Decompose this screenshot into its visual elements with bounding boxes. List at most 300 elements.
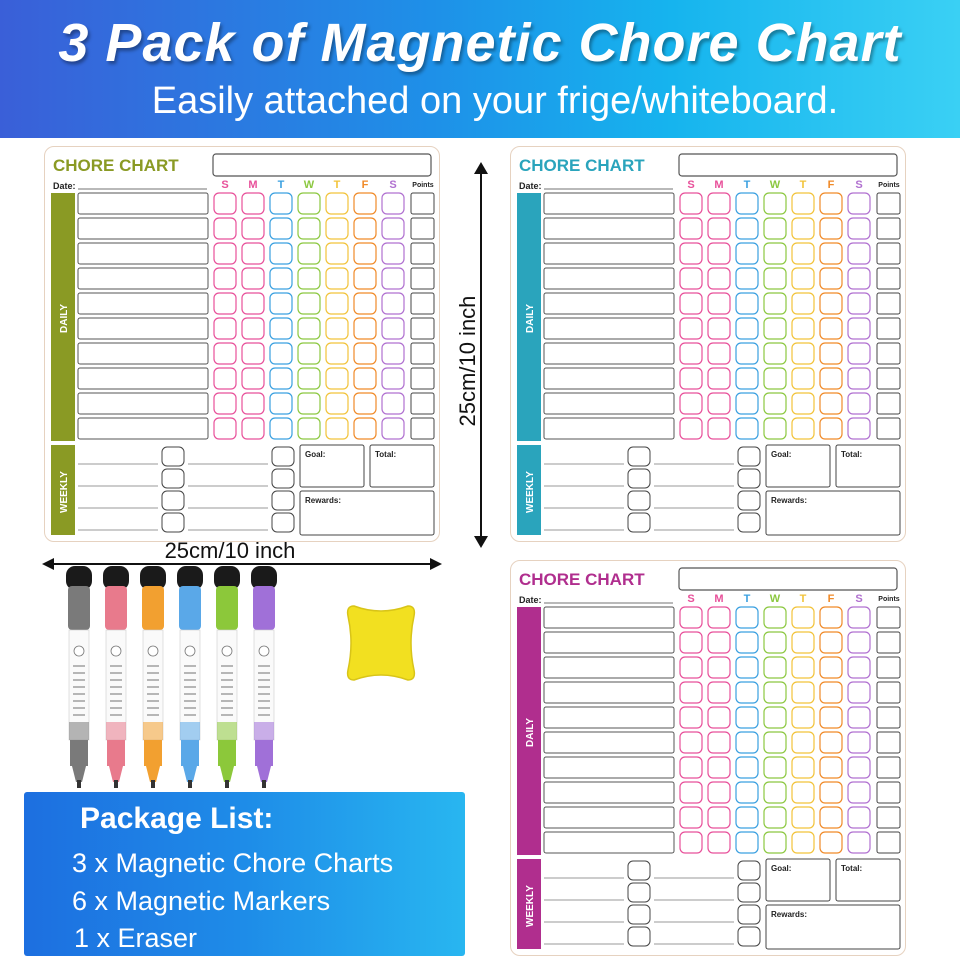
day-checkbox xyxy=(354,218,376,239)
day-checkbox xyxy=(326,343,348,364)
daily-task-box xyxy=(544,293,674,314)
day-checkbox xyxy=(820,243,842,264)
day-checkbox xyxy=(792,832,814,853)
daily-task-box xyxy=(78,243,208,264)
day-checkbox xyxy=(354,193,376,214)
day-checkbox xyxy=(214,393,236,414)
day-checkbox xyxy=(764,632,786,653)
day-checkbox xyxy=(680,293,702,314)
points-box xyxy=(877,707,900,728)
day-checkbox xyxy=(848,832,870,853)
total-label: Total: xyxy=(375,450,397,459)
day-checkbox xyxy=(298,343,320,364)
day-checkbox xyxy=(764,393,786,414)
day-checkbox xyxy=(382,193,404,214)
points-box xyxy=(877,657,900,678)
weekly-checkbox xyxy=(272,491,294,510)
points-label: Points xyxy=(878,182,900,189)
marker-pattern-band xyxy=(217,722,237,740)
header-banner xyxy=(0,0,960,138)
points-box xyxy=(411,243,434,264)
daily-label: DAILY xyxy=(525,303,536,333)
points-box xyxy=(877,343,900,364)
day-checkbox xyxy=(764,832,786,853)
daily-task-box xyxy=(544,732,674,753)
daily-task-box xyxy=(544,832,674,853)
marker-pattern-band xyxy=(69,722,89,740)
day-checkbox xyxy=(708,707,730,728)
daily-task-box xyxy=(544,707,674,728)
day-header: T xyxy=(799,179,807,191)
weekly-checkbox xyxy=(738,513,760,532)
day-checkbox xyxy=(736,368,758,389)
daily-task-box xyxy=(544,632,674,653)
marker-logo xyxy=(148,646,158,656)
points-label: Points xyxy=(412,182,434,189)
day-header: T xyxy=(799,593,807,605)
day-checkbox xyxy=(354,293,376,314)
day-checkbox xyxy=(736,218,758,239)
day-checkbox xyxy=(708,732,730,753)
marker-cap xyxy=(68,586,90,630)
day-checkbox xyxy=(382,368,404,389)
total-label: Total: xyxy=(841,450,863,459)
day-checkbox xyxy=(792,343,814,364)
day-header: T xyxy=(333,179,341,191)
day-checkbox xyxy=(820,707,842,728)
day-checkbox xyxy=(708,318,730,339)
chart-title: CHORE CHART xyxy=(53,156,179,175)
points-box xyxy=(877,732,900,753)
day-checkbox xyxy=(848,732,870,753)
daily-task-box xyxy=(544,243,674,264)
day-checkbox xyxy=(736,268,758,289)
weekly-checkbox xyxy=(738,905,760,924)
day-checkbox xyxy=(764,243,786,264)
day-checkbox xyxy=(270,293,292,314)
day-checkbox xyxy=(680,368,702,389)
daily-label: DAILY xyxy=(59,303,70,333)
day-checkbox xyxy=(326,268,348,289)
marker-lower-body xyxy=(255,740,273,766)
day-checkbox xyxy=(792,632,814,653)
day-checkbox xyxy=(764,193,786,214)
day-checkbox xyxy=(298,318,320,339)
day-checkbox xyxy=(354,343,376,364)
day-checkbox xyxy=(792,293,814,314)
day-checkbox xyxy=(298,268,320,289)
day-checkbox xyxy=(680,732,702,753)
weekly-label: WEEKLY xyxy=(525,885,536,927)
day-checkbox xyxy=(680,243,702,264)
day-checkbox xyxy=(792,393,814,414)
daily-task-box xyxy=(544,343,674,364)
day-checkbox xyxy=(708,807,730,828)
marker-pattern-band xyxy=(106,722,126,740)
day-checkbox xyxy=(792,243,814,264)
day-checkbox xyxy=(326,418,348,439)
points-box xyxy=(411,193,434,214)
points-box xyxy=(877,368,900,389)
day-checkbox xyxy=(680,418,702,439)
day-checkbox xyxy=(242,318,264,339)
weekly-checkbox xyxy=(628,491,650,510)
day-checkbox xyxy=(792,218,814,239)
day-checkbox xyxy=(382,293,404,314)
points-box xyxy=(877,218,900,239)
day-checkbox xyxy=(736,732,758,753)
day-checkbox xyxy=(820,343,842,364)
weekly-checkbox xyxy=(628,469,650,488)
day-checkbox xyxy=(792,782,814,803)
day-checkbox xyxy=(354,393,376,414)
total-label: Total: xyxy=(841,864,863,873)
day-checkbox xyxy=(820,782,842,803)
day-checkbox xyxy=(354,268,376,289)
day-checkbox xyxy=(792,368,814,389)
weekly-label: WEEKLY xyxy=(59,471,70,513)
day-checkbox xyxy=(680,343,702,364)
weekly-checkbox xyxy=(628,883,650,902)
daily-task-box xyxy=(544,782,674,803)
daily-task-box xyxy=(544,193,674,214)
day-checkbox xyxy=(214,218,236,239)
day-checkbox xyxy=(680,757,702,778)
day-checkbox xyxy=(680,632,702,653)
marker-logo xyxy=(185,646,195,656)
date-label: Date: xyxy=(519,595,542,605)
day-checkbox xyxy=(736,293,758,314)
day-checkbox xyxy=(680,832,702,853)
day-checkbox xyxy=(354,243,376,264)
day-checkbox xyxy=(820,318,842,339)
points-box xyxy=(877,832,900,853)
day-checkbox xyxy=(298,218,320,239)
marker-pattern-band xyxy=(143,722,163,740)
day-checkbox xyxy=(214,268,236,289)
day-checkbox xyxy=(326,318,348,339)
day-header: S xyxy=(389,179,397,191)
day-checkbox xyxy=(270,318,292,339)
daily-task-box xyxy=(78,393,208,414)
daily-task-box xyxy=(544,418,674,439)
day-checkbox xyxy=(214,318,236,339)
day-checkbox xyxy=(242,343,264,364)
day-header: M xyxy=(714,593,724,605)
marker-cap xyxy=(105,586,127,630)
daily-task-box xyxy=(544,682,674,703)
day-checkbox xyxy=(792,268,814,289)
day-checkbox xyxy=(680,807,702,828)
day-checkbox xyxy=(736,607,758,628)
marker-pen xyxy=(251,566,277,788)
marker-pattern-band xyxy=(254,722,274,740)
day-checkbox xyxy=(820,732,842,753)
day-checkbox xyxy=(680,707,702,728)
day-checkbox xyxy=(298,393,320,414)
points-box xyxy=(877,757,900,778)
day-checkbox xyxy=(848,243,870,264)
day-checkbox xyxy=(354,418,376,439)
day-checkbox xyxy=(382,318,404,339)
chart-title: CHORE CHART xyxy=(519,570,645,589)
rewards-label: Rewards: xyxy=(771,910,808,919)
weekly-checkbox xyxy=(162,513,184,532)
day-checkbox xyxy=(354,368,376,389)
points-label: Points xyxy=(878,596,900,603)
day-checkbox xyxy=(820,393,842,414)
day-header: W xyxy=(769,593,781,605)
day-checkbox xyxy=(708,193,730,214)
day-checkbox xyxy=(820,268,842,289)
day-checkbox xyxy=(820,368,842,389)
weekly-label: WEEKLY xyxy=(525,471,536,513)
day-checkbox xyxy=(820,682,842,703)
points-box xyxy=(877,243,900,264)
day-checkbox xyxy=(736,243,758,264)
day-checkbox xyxy=(214,193,236,214)
marker-logo xyxy=(259,646,269,656)
banner-subtitle: Easily attached on your frige/whiteboard. xyxy=(151,80,839,122)
day-checkbox xyxy=(764,732,786,753)
day-checkbox xyxy=(820,193,842,214)
day-checkbox xyxy=(680,393,702,414)
daily-label: DAILY xyxy=(525,717,536,747)
marker-tip xyxy=(225,780,229,788)
marker-pattern-band xyxy=(180,722,200,740)
day-checkbox xyxy=(736,632,758,653)
day-checkbox xyxy=(764,657,786,678)
marker-lower-body xyxy=(144,740,162,766)
weekly-checkbox xyxy=(272,447,294,466)
day-checkbox xyxy=(708,757,730,778)
marker-cap xyxy=(179,586,201,630)
marker-tip xyxy=(262,780,266,788)
day-checkbox xyxy=(680,607,702,628)
daily-task-box xyxy=(78,218,208,239)
marker-tip xyxy=(77,780,81,788)
points-box xyxy=(877,632,900,653)
day-checkbox xyxy=(326,243,348,264)
weekly-checkbox xyxy=(628,905,650,924)
daily-task-box xyxy=(78,368,208,389)
points-box xyxy=(877,393,900,414)
weekly-checkbox xyxy=(628,447,650,466)
package-item: 3 x Magnetic Chore Charts xyxy=(72,848,394,878)
daily-task-box xyxy=(78,318,208,339)
points-box xyxy=(877,782,900,803)
chore-chart-teal xyxy=(510,146,906,542)
eraser xyxy=(344,600,418,686)
day-checkbox xyxy=(680,657,702,678)
day-checkbox xyxy=(792,418,814,439)
points-box xyxy=(877,682,900,703)
marker-lower-body xyxy=(70,740,88,766)
package-item: 1 x Eraser xyxy=(74,923,198,953)
day-checkbox xyxy=(736,418,758,439)
weekly-checkbox xyxy=(738,927,760,946)
day-header: M xyxy=(248,179,258,191)
day-checkbox xyxy=(708,607,730,628)
day-header: S xyxy=(855,179,863,191)
day-header: T xyxy=(277,179,285,191)
daily-task-box xyxy=(544,657,674,678)
day-checkbox xyxy=(848,682,870,703)
day-header: W xyxy=(303,179,315,191)
marker-lower-body xyxy=(181,740,199,766)
day-header: S xyxy=(687,593,695,605)
day-checkbox xyxy=(848,318,870,339)
points-box xyxy=(411,293,434,314)
marker-pen xyxy=(177,566,203,788)
day-checkbox xyxy=(848,268,870,289)
weekly-checkbox xyxy=(738,883,760,902)
points-box xyxy=(877,193,900,214)
day-checkbox xyxy=(736,707,758,728)
day-checkbox xyxy=(708,393,730,414)
day-checkbox xyxy=(708,368,730,389)
points-box xyxy=(411,318,434,339)
weekly-checkbox xyxy=(272,469,294,488)
day-checkbox xyxy=(326,368,348,389)
day-checkbox xyxy=(820,218,842,239)
package-list-title: Package List: xyxy=(80,802,274,835)
marker-logo xyxy=(74,646,84,656)
goal-label: Goal: xyxy=(771,864,792,873)
date-label: Date: xyxy=(519,181,542,191)
weekly-checkbox xyxy=(628,927,650,946)
day-checkbox xyxy=(214,293,236,314)
day-header: T xyxy=(743,179,751,191)
day-checkbox xyxy=(848,418,870,439)
marker-pen xyxy=(66,566,92,788)
points-box xyxy=(411,218,434,239)
day-checkbox xyxy=(708,632,730,653)
day-checkbox xyxy=(382,343,404,364)
day-checkbox xyxy=(298,193,320,214)
day-checkbox xyxy=(764,368,786,389)
day-checkbox xyxy=(848,218,870,239)
name-box xyxy=(679,568,897,590)
day-checkbox xyxy=(270,218,292,239)
day-checkbox xyxy=(736,193,758,214)
day-checkbox xyxy=(214,418,236,439)
day-checkbox xyxy=(792,757,814,778)
day-checkbox xyxy=(326,393,348,414)
day-checkbox xyxy=(764,757,786,778)
day-checkbox xyxy=(708,832,730,853)
points-box xyxy=(411,393,434,414)
day-checkbox xyxy=(708,782,730,803)
day-checkbox xyxy=(820,293,842,314)
day-checkbox xyxy=(792,607,814,628)
day-checkbox xyxy=(242,243,264,264)
day-checkbox xyxy=(382,243,404,264)
day-checkbox xyxy=(848,343,870,364)
day-checkbox xyxy=(298,418,320,439)
day-checkbox xyxy=(764,782,786,803)
day-checkbox xyxy=(736,318,758,339)
day-checkbox xyxy=(820,757,842,778)
day-checkbox xyxy=(214,343,236,364)
marker-lower-body xyxy=(107,740,125,766)
day-header: F xyxy=(827,179,835,191)
day-header: W xyxy=(769,179,781,191)
weekly-checkbox xyxy=(738,469,760,488)
points-box xyxy=(877,607,900,628)
day-checkbox xyxy=(848,293,870,314)
chore-chart-olive xyxy=(44,146,440,542)
day-checkbox xyxy=(680,268,702,289)
day-checkbox xyxy=(298,293,320,314)
day-checkbox xyxy=(736,832,758,853)
day-checkbox xyxy=(242,268,264,289)
day-checkbox xyxy=(764,293,786,314)
marker-taper xyxy=(109,766,123,782)
chore-chart-magenta xyxy=(510,560,906,956)
marker-taper xyxy=(220,766,234,782)
day-header: S xyxy=(855,593,863,605)
day-checkbox xyxy=(680,218,702,239)
day-checkbox xyxy=(736,757,758,778)
day-checkbox xyxy=(764,707,786,728)
chart-title: CHORE CHART xyxy=(519,156,645,175)
marker-pen xyxy=(214,566,240,788)
package-item: 6 x Magnetic Markers xyxy=(72,886,331,916)
day-checkbox xyxy=(848,757,870,778)
day-checkbox xyxy=(820,657,842,678)
day-checkbox xyxy=(214,368,236,389)
day-checkbox xyxy=(848,657,870,678)
marker-tip xyxy=(151,780,155,788)
goal-label: Goal: xyxy=(305,450,326,459)
day-checkbox xyxy=(326,218,348,239)
day-checkbox xyxy=(736,782,758,803)
points-box xyxy=(411,368,434,389)
weekly-checkbox xyxy=(272,513,294,532)
day-checkbox xyxy=(792,732,814,753)
day-checkbox xyxy=(764,807,786,828)
marker-tip xyxy=(188,780,192,788)
rewards-label: Rewards: xyxy=(771,496,808,505)
height-label: 25cm/10 inch xyxy=(455,295,480,427)
day-checkbox xyxy=(708,418,730,439)
package-list xyxy=(24,792,465,956)
day-checkbox xyxy=(708,293,730,314)
width-label: 25cm/10 inch xyxy=(164,538,296,563)
day-checkbox xyxy=(792,707,814,728)
day-checkbox xyxy=(382,418,404,439)
daily-task-box xyxy=(78,343,208,364)
day-checkbox xyxy=(848,632,870,653)
daily-task-box xyxy=(544,268,674,289)
day-checkbox xyxy=(764,418,786,439)
points-box xyxy=(877,318,900,339)
day-checkbox xyxy=(792,193,814,214)
marker-logo xyxy=(111,646,121,656)
day-checkbox xyxy=(792,682,814,703)
daily-task-box xyxy=(544,757,674,778)
day-header: S xyxy=(221,179,229,191)
day-checkbox xyxy=(242,418,264,439)
points-box xyxy=(411,343,434,364)
day-checkbox xyxy=(354,318,376,339)
day-checkbox xyxy=(708,657,730,678)
marker-pen xyxy=(103,566,129,788)
day-checkbox xyxy=(848,607,870,628)
day-header: F xyxy=(827,593,835,605)
marker-logo xyxy=(222,646,232,656)
